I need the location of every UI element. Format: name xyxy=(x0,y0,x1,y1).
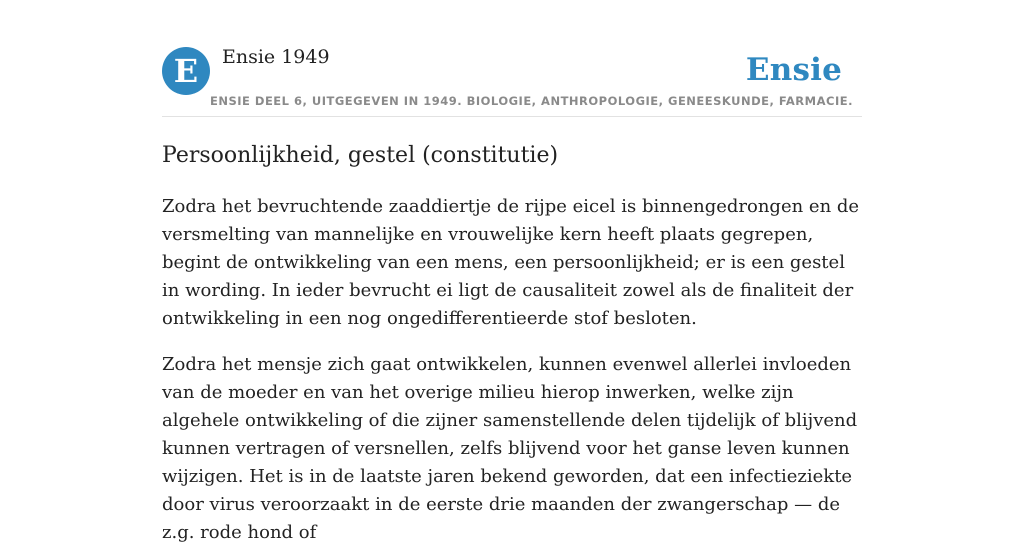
page xyxy=(162,0,862,547)
site-header xyxy=(162,0,862,117)
article-paragraph: Zodra het mensje zich gaat ontwikkelen, kunnen evenwel allerlei invloeden van de moeder en van het overige milieu hierop inwerken, welke zijn algehele ontwikkeling of die zijner samenstellende delen tijdelijk of blijvend kunnen vertragen of versnellen, zelfs blijvend voor het ganse leven kunnen wijzigen. Het is in de laatste jaren bekend geworden, dat een infectieziekte door virus veroorzaakt in de eerste drie maanden der zwangerschap — de z.g. rode hond of xyxy=(162,354,858,543)
site-name[interactable]: Ensie 1949 xyxy=(222,46,330,68)
edition-subtitle: ENSIE DEEL 6, UITGEGEVEN IN 1949. BIOLOGIE, ANTHROPOLOGIE, GENEESKUNDE, FARMACIE. xyxy=(210,94,853,108)
brand-logo[interactable]: Ensie xyxy=(745,52,842,88)
article-paragraph: Zodra het bevruchtende zaaddiertje de rijpe eicel is binnengedrongen en de versmelting van mannelijke en vrouwelijke kern heeft plaats gegrepen, begint de ontwikkeling van een mens, een persoonlijkheid; er is een gestel in wording. In ieder bevrucht ei ligt de causaliteit zowel als de finaliteit der ontwikkeling in een nog ongedifferentieerde stof besloten. xyxy=(162,196,860,329)
logo-icon[interactable]: E xyxy=(162,47,210,95)
article-title: Persoonlijkheid, gestel (constitutie) xyxy=(162,143,559,168)
